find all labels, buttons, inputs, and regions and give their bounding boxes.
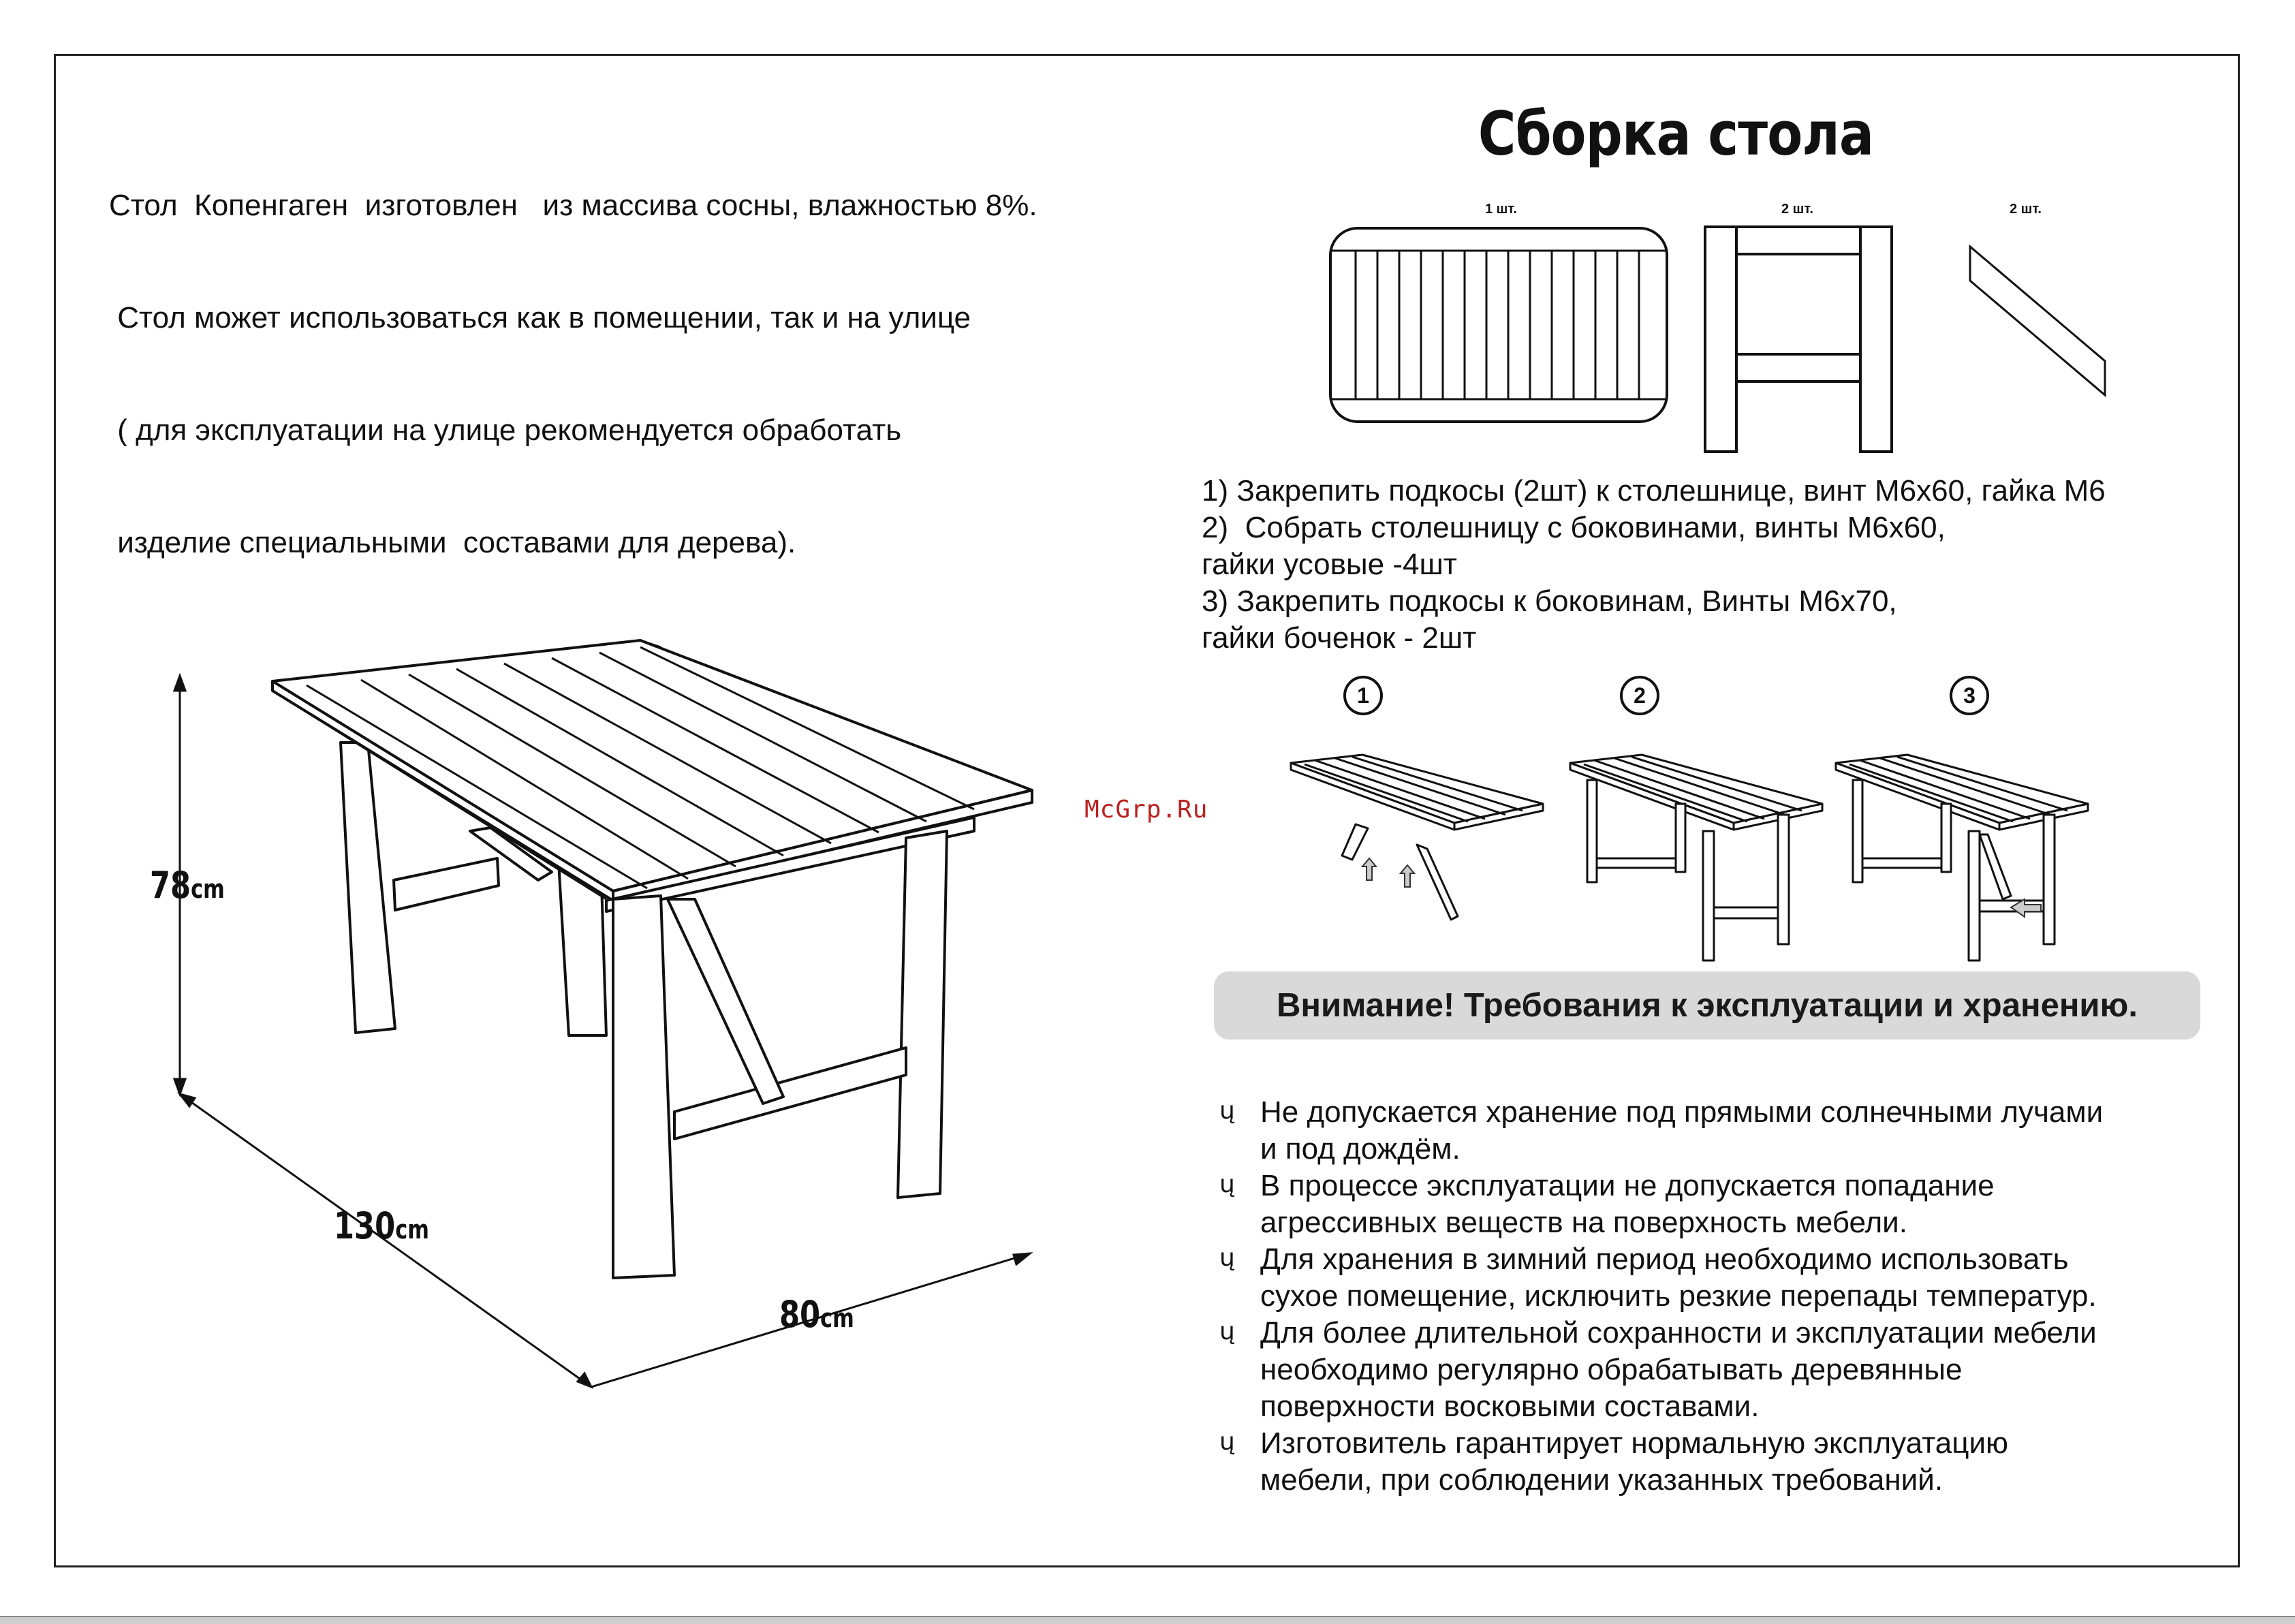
- list-item-line: агрессивных веществ на поверхность мебели.: [1260, 1206, 1907, 1239]
- part-qty-side-frame: 2 шт.: [1781, 202, 1813, 217]
- step-line: 2) Собрать столешницу с боковинами, винты М6х60,: [1202, 511, 1946, 544]
- list-item-line: поверхности восковыми составами.: [1260, 1390, 1760, 1423]
- step-line: гайки боченок - 2шт: [1202, 621, 1477, 655]
- part-qty-brace: 2 шт.: [2010, 202, 2042, 217]
- step-number-1: 1: [1343, 676, 1383, 715]
- dimension-width-unit: cm: [820, 1303, 854, 1333]
- bullet-icon: ų: [1219, 1428, 1235, 1456]
- intro-line: Стол Копенгаген изготовлен из массива сосны, влажностью 8%.: [109, 189, 1037, 222]
- list-item: [1219, 1315, 2214, 1425]
- list-item-line: сухое помещение, исключить резкие перепады температур.: [1260, 1279, 2097, 1313]
- dimension-length-value: 130: [334, 1204, 396, 1247]
- list-item-line: Изготовитель гарантирует нормальную эксплуатацию: [1260, 1426, 2009, 1460]
- dimension-height-unit: cm: [191, 874, 225, 904]
- list-item: [1219, 1094, 2214, 1168]
- list-item-line: Для более длительной сохранности и эксплуатации мебели: [1260, 1316, 2097, 1349]
- part-qty-tabletop: 1 шт.: [1485, 202, 1517, 217]
- intro-line: изделие специальными составами для дерева).: [109, 526, 796, 559]
- dimension-width: [779, 1293, 854, 1336]
- dimension-height: [150, 864, 225, 907]
- bullet-icon: ų: [1219, 1317, 1235, 1345]
- bullet-icon: ų: [1219, 1097, 1235, 1125]
- step-number-3: 3: [1950, 676, 1989, 715]
- list-item: [1219, 1241, 2214, 1315]
- list-item-line: В процессе эксплуатации не допускается попадание: [1260, 1169, 1995, 1202]
- bullet-icon: ų: [1219, 1244, 1235, 1272]
- assembly-title: Сборка стола: [1478, 99, 1874, 169]
- step-line: гайки усовые -4шт: [1202, 548, 1457, 581]
- list-item-line: Не допускается хранение под прямыми солнечными лучами: [1260, 1095, 2104, 1129]
- intro-line: ( для эксплуатации на улице рекомендуется обработать: [109, 413, 902, 447]
- list-item-line: мебели, при соблюдении указанных требований.: [1260, 1463, 1943, 1497]
- step-number-2: 2: [1620, 676, 1659, 715]
- list-item: [1219, 1168, 2214, 1241]
- step-line: 3) Закрепить подкосы к боковинам, Винты М6х70,: [1202, 584, 1897, 618]
- step-line: 1) Закрепить подкосы (2шт) к столешнице, винт М6х60, гайка М6: [1202, 474, 2106, 507]
- warning-heading: Внимание! Требования к эксплуатации и хранению.: [1214, 971, 2200, 1040]
- watermark: McGrp.Ru: [1084, 796, 1208, 824]
- dimension-height-value: 78: [150, 864, 191, 907]
- dimension-length: [334, 1204, 429, 1247]
- list-item-line: Для хранения в зимний период необходимо использовать: [1260, 1243, 2069, 1276]
- list-item-line: и под дождём.: [1260, 1132, 1461, 1166]
- dimension-length-unit: cm: [395, 1215, 429, 1245]
- bullet-icon: ų: [1219, 1170, 1235, 1198]
- intro-line: Стол может использоваться как в помещении, так и на улице: [109, 301, 971, 334]
- requirements-list: [1219, 1094, 2214, 1499]
- list-item-line: необходимо регулярно обрабатывать деревянные: [1260, 1353, 1963, 1386]
- list-item: [1219, 1425, 2214, 1499]
- dimension-width-value: 80: [779, 1293, 821, 1336]
